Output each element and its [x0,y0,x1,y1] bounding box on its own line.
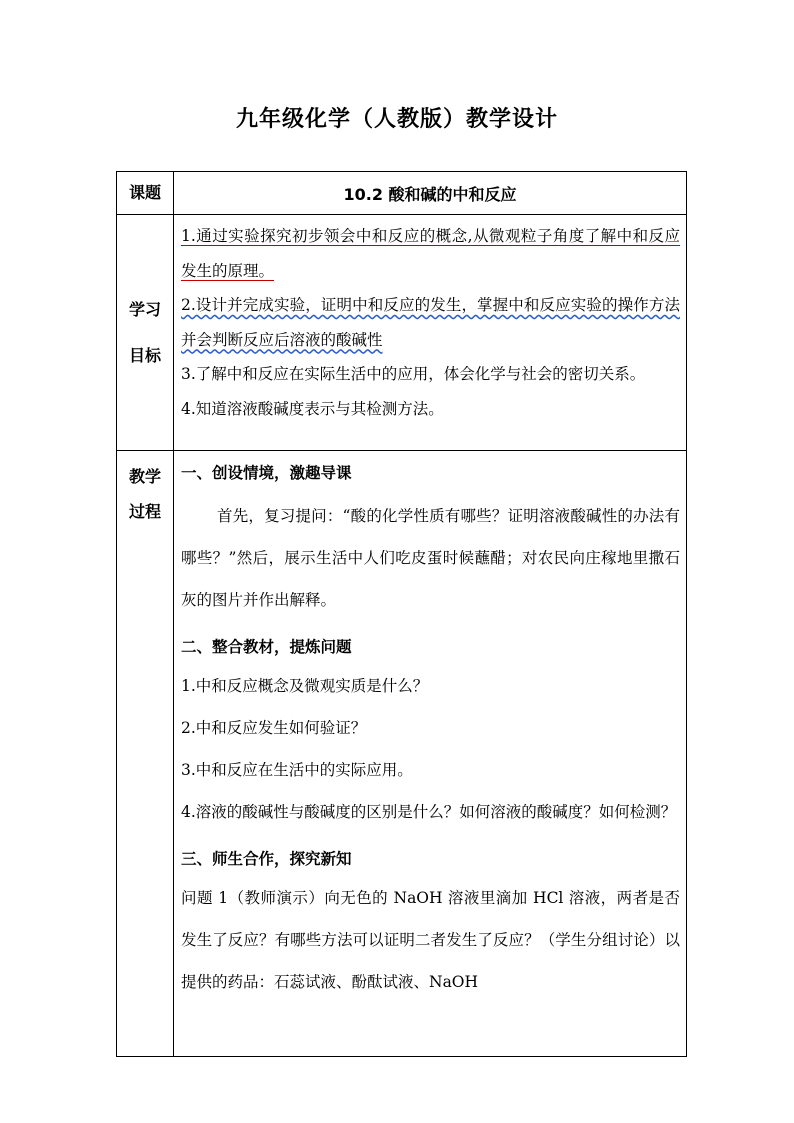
goals-label-line1: 学习 [128,299,161,319]
topic-label-cell [117,172,174,215]
goals-label-line2: 目标 [128,345,161,365]
lesson-plan-table [116,171,687,1057]
process-label-line2: 过程 [128,502,161,521]
document-title: 九年级化学（人教版）教学设计 [235,107,558,132]
goal-item-4: 4.知道溶液酸碱度表示与其检测方法。 [181,399,444,418]
topic-value-cell [174,172,687,215]
topic-label: 课题 [128,183,161,202]
section3-heading: 三、师生合作，探究新知 [181,850,352,868]
process-row [117,451,687,1057]
section1-text: 首先，复习提问：“酸的化学性质有哪些？证明溶液酸碱性的办法有哪些？”然后，展示生活中人们吃皮蛋时候蘸醋；对农民向庄稼地里撒石灰的图片并作出解释。 [181,507,680,609]
question-item-2: 2.中和反应发生如何验证？ [181,719,367,737]
topic-title: 10.2 酸和碱的中和反应 [343,184,517,204]
goal-item-2: 2.设计并完成实验，证明中和反应的发生，掌握中和反应实验的操作方法并会判断反应后溶液的酸碱性 [181,296,680,349]
goals-label-cell [117,215,174,451]
process-label-line1: 教学 [128,467,161,486]
process-content-cell [174,451,687,1057]
topic-row [117,172,687,215]
goals-row [117,215,687,451]
question-item-3: 3.中和反应在生活中的实际应用。 [181,761,413,779]
process-content [174,451,686,1003]
goal-item-1: 1.通过实验探究初步领会中和反应的概念,从微观粒子角度了解中和反应发生的原理。 [181,227,680,280]
question-item-4: 4.溶液的酸碱性与酸碱度的区别是什么？如何溶液的酸碱度？如何检测？ [181,803,677,821]
goals-list [174,215,686,426]
section2-heading: 二、整合教材，提炼问题 [181,638,352,656]
section1-heading: 一、创设情境，激趣导课 [181,464,352,482]
goal-item-3: 3.了解中和反应在实际生活中的应用，体会化学与社会的密切关系。 [181,365,646,383]
goals-content-cell [174,215,687,451]
process-label-cell [117,451,174,1057]
question-item-1: 1.中和反应概念及微观实质是什么？ [181,677,429,695]
section3-text: 问题 1（教师演示）向无色的 NaOH 溶液里滴加 HCl 溶液，两者是否发生了反应？有哪些方法可以证明二者发生了反应？（学生分组讨论）以提供的药品：石蕊试液、酚酞试液、NaOH [181,889,680,991]
